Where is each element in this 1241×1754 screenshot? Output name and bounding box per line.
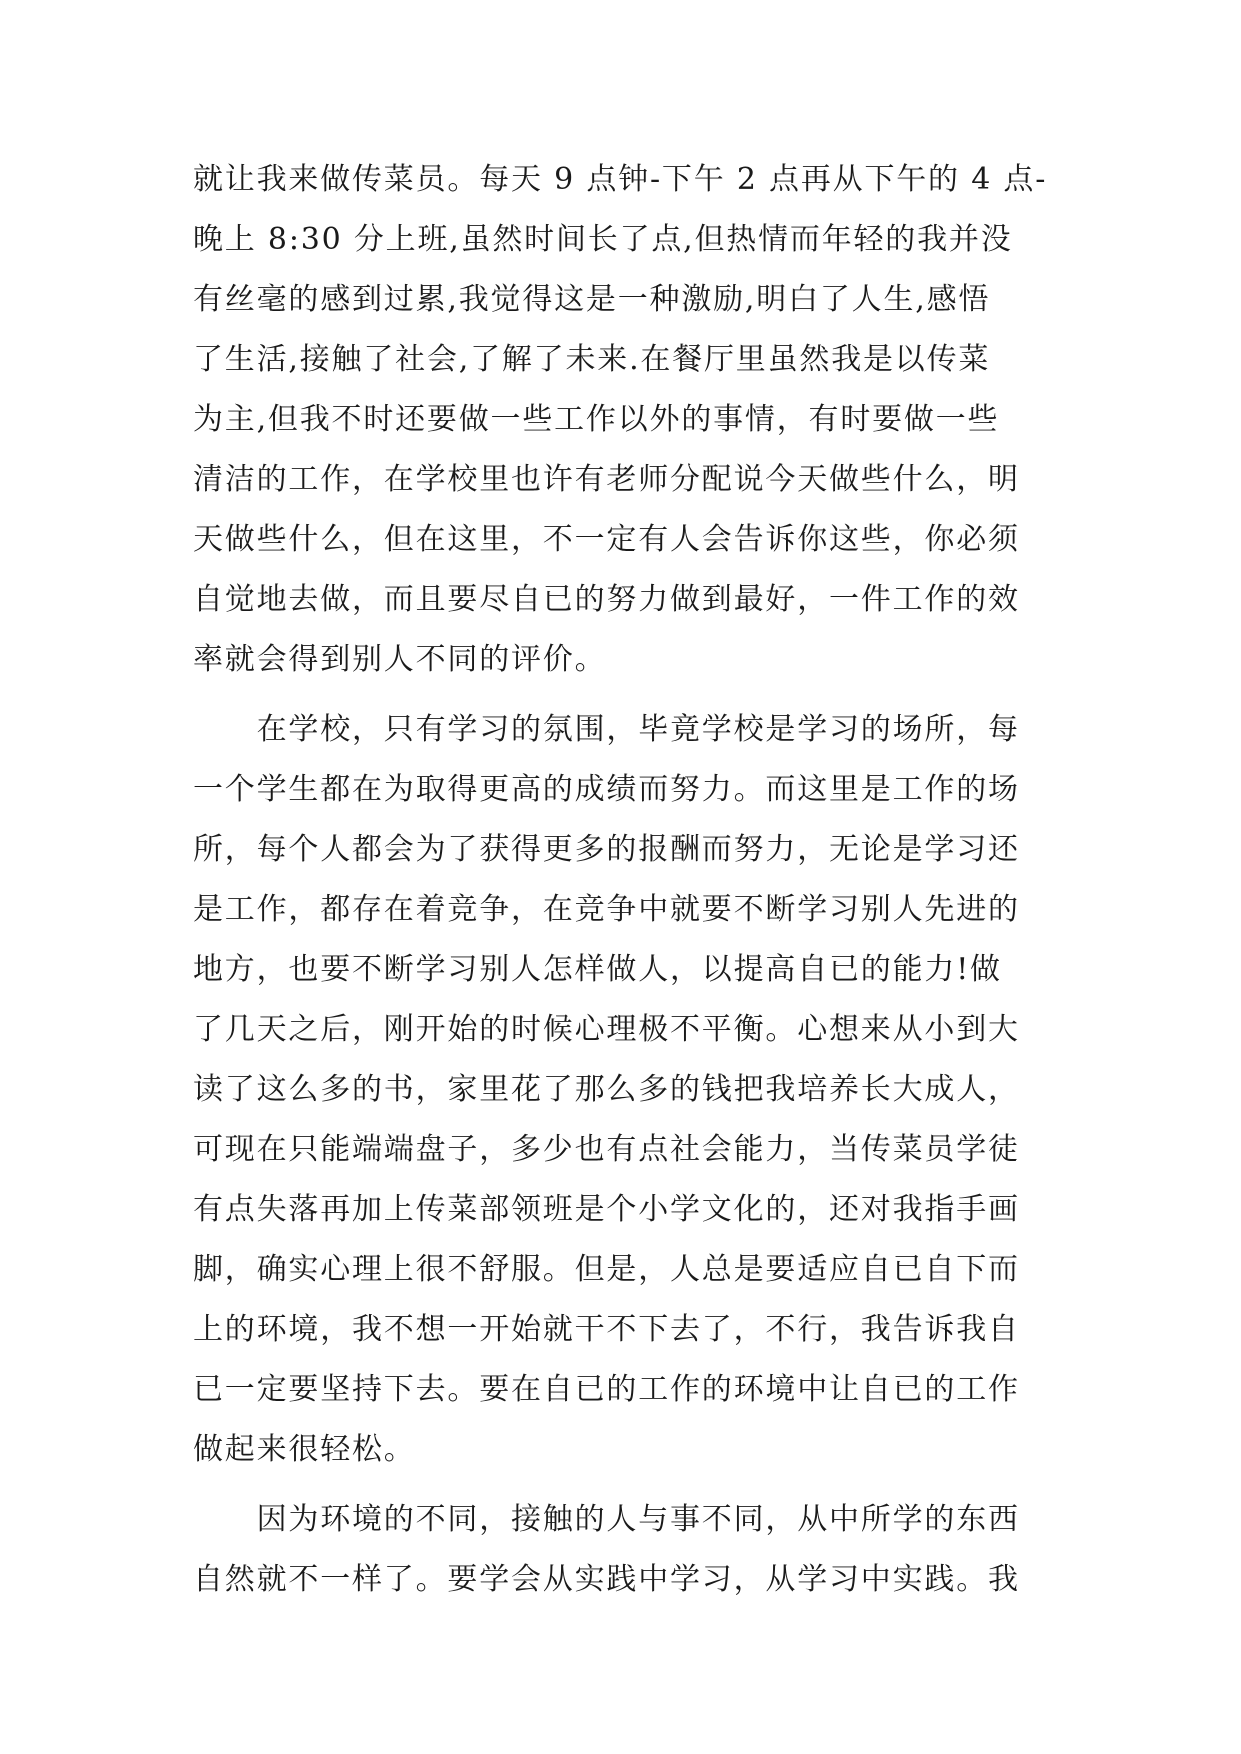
text-line: 为主,但我不时还要做一些工作以外的事情，有时要做一些 [193, 402, 1000, 437]
text-line: 是工作，都存在着竞争，在竞争中就要不断学习别人先进的 [193, 892, 1020, 927]
text-line: 已一定要坚持下去。要在自已的工作的环境中让自已的工作 [193, 1372, 1020, 1407]
text-line: 因为环境的不同，接触的人与事不同，从中所学的东西 [193, 1502, 1020, 1537]
text-line: 做起来很轻松。 [193, 1432, 416, 1467]
text-line: 清洁的工作，在学校里也许有老师分配说今天做些什么，明 [193, 462, 1020, 497]
paragraph-2 [193, 700, 1055, 1480]
body-text [193, 150, 1055, 1610]
text-line: 天做些什么，但在这里，不一定有人会告诉你这些，你必须 [193, 522, 1020, 557]
paragraph-spacer [193, 690, 1055, 700]
text-line: 自然就不一样了。要学会从实践中学习，从学习中实践。我 [193, 1562, 1020, 1597]
text-line: 晚上 8:30 分上班,虽然时间长了点,但热情而年轻的我并没 [193, 222, 1013, 257]
text-line: 读了这么多的书，家里花了那么多的钱把我培养长大成人， [193, 1072, 1020, 1107]
text-line: 自觉地去做，而且要尽自已的努力做到最好，一件工作的效 [193, 582, 1020, 617]
text-line: 一个学生都在为取得更高的成绩而努力。而这里是工作的场 [193, 772, 1020, 807]
paragraph-1 [193, 150, 1055, 690]
text-line: 有丝毫的感到过累,我觉得这是一种激励,明白了人生,感悟 [193, 282, 991, 317]
text-line: 脚，确实心理上很不舒服。但是，人总是要适应自已自下而 [193, 1252, 1020, 1287]
text-line: 上的环境，我不想一开始就干不下去了，不行，我告诉我自 [193, 1312, 1020, 1347]
text-line: 有点失落再加上传菜部领班是个小学文化的，还对我指手画 [193, 1192, 1020, 1227]
text-line: 就让我来做传菜员。每天 9 点钟-下午 2 点再从下午的 4 点- [193, 162, 1048, 197]
text-line: 了几天之后，刚开始的时候心理极不平衡。心想来从小到大 [193, 1012, 1020, 1047]
text-line: 地方，也要不断学习别人怎样做人，以提高自已的能力!做 [193, 952, 1002, 987]
text-line: 可现在只能端端盘子，多少也有点社会能力，当传菜员学徒 [193, 1132, 1020, 1167]
text-line: 了生活,接触了社会,了解了未来.在餐厅里虽然我是以传菜 [193, 342, 991, 377]
text-line: 在学校，只有学习的氛围，毕竟学校是学习的场所，每 [193, 712, 1020, 747]
paragraph-3 [193, 1490, 1055, 1610]
text-line: 所，每个人都会为了获得更多的报酬而努力，无论是学习还 [193, 832, 1020, 867]
text-line: 率就会得到别人不同的评价。 [193, 642, 607, 677]
paragraph-spacer [193, 1480, 1055, 1490]
